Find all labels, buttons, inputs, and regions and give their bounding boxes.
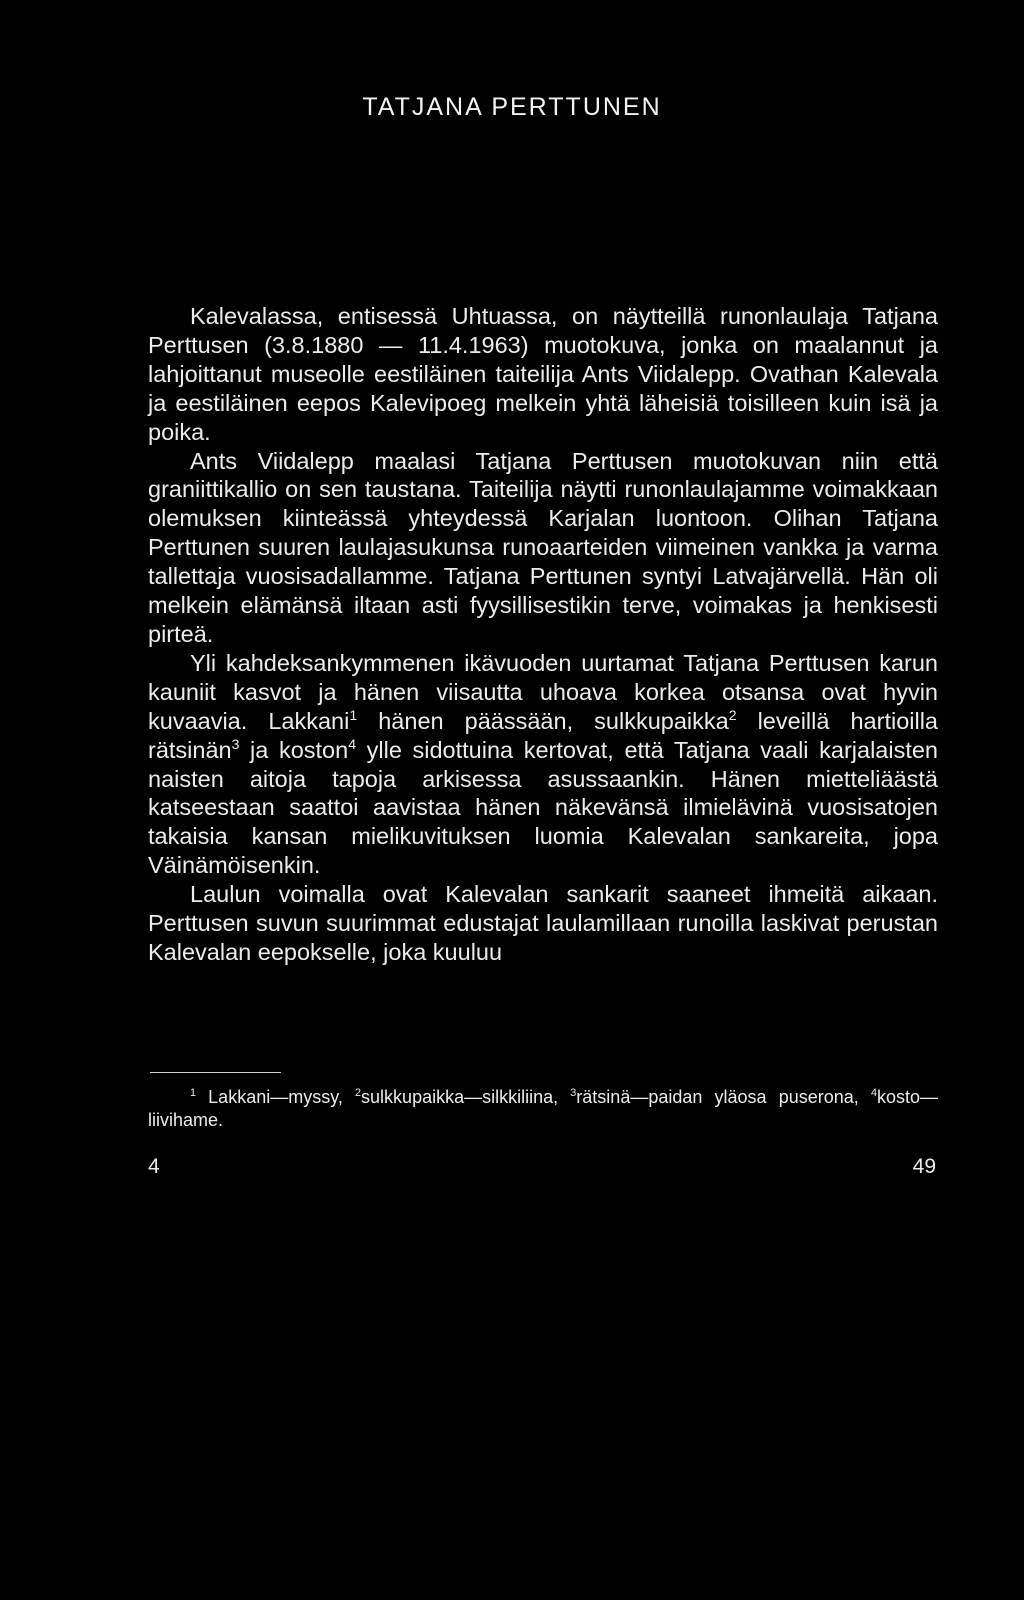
paragraph-2: Ants Viidalepp maalasi Tatjana Perttusen muotokuvan niin että graniittikallio on sen taustana. Taiteilija näytti runonlaulajamme voimakkaan olemuksen kiinteässä yhteydessä Karjalan luontoon. Olihan Tatjana Perttunen suuren laulajasukunsa runoaarteiden viimeinen vankka ja varma tallettaja vuosisadallamme. Tatjana Perttunen syntyi Latvajärvellä. Hän oli melkein elämänsä iltaan asti fyysillisestikin terve, voimakas ja henkisesti pirteä. bbox=[148, 447, 938, 647]
page-title: TATJANA PERTTUNEN bbox=[362, 93, 662, 121]
article-body bbox=[148, 302, 938, 967]
footnote-ref-2: 2 bbox=[728, 706, 737, 723]
footnotes bbox=[148, 1086, 938, 1132]
paragraph-4: Laulun voimalla ovat Kalevalan sankarit saaneet ihmeitä aikaan. Perttusen suvun suurimmat edustajat laulamillaan runoilla laskivat perustan Kalevalan eepokselle, joka kuuluu bbox=[148, 881, 938, 965]
footnote-ref-4: 4 bbox=[348, 735, 357, 752]
footnote-marker-4: 4 bbox=[870, 1087, 877, 1099]
footnote-text: sulkkupaikka—silkkiliina, bbox=[361, 1087, 571, 1107]
footnote-text: kosto—liivihame. bbox=[148, 1087, 938, 1130]
paragraph-3-text: ja koston bbox=[239, 736, 349, 763]
footnote-text: rätsinä—paidan yläosa puserona, bbox=[576, 1087, 871, 1107]
paragraph-3-text: Yli kahdeksankymmenen ikävuoden uurtamat Tatjana Perttusen karun kauniit kasvot ja hänen viisautta uhoava korkea otsansa ovat hyvin kuvaavia. Lakkani bbox=[148, 649, 938, 734]
footnote-text: Lakkani—myssy, bbox=[196, 1087, 356, 1107]
paragraph-3 bbox=[148, 649, 938, 880]
paragraph-3-text: ylle sidottuina kertovat, että Tatjana vaali karjalaisten naisten aitoja tapoja arkisessa asussaankin. Hänen mietteliäästä katseestaan saattoi aavistaa hänen näkevänsä ilmielävinä vuosisatojen takaisia kansan mielikuvituksen luomia Kalevalan sankareita, jopa Väinämöisenkin. bbox=[148, 736, 939, 879]
footnote-marker-3: 3 bbox=[570, 1087, 577, 1099]
footnote-divider bbox=[150, 1072, 281, 1073]
footnote-ref-3: 3 bbox=[231, 735, 240, 752]
paragraph-3-text: hänen päässään, sulkkupaikka bbox=[357, 707, 729, 734]
footnote-marker-2: 2 bbox=[355, 1087, 362, 1099]
footnote-ref-1: 1 bbox=[349, 706, 358, 723]
paragraph-1: Kalevalassa, entisessä Uhtuassa, on näytteillä runonlaulaja Tatjana Perttusen (3.8.1880 — 11.4.1963) muotokuva, jonka on maalannut ja lahjoittanut museolle eestiläinen taiteilija Ants Viidalepp. Ovathan Kalevala ja eestiläinen eepos Kalevipoeg melkein yhtä läheisiä toisilleen kuin isä ja poika. bbox=[148, 303, 938, 445]
signature-mark: 4 bbox=[148, 1155, 160, 1178]
footnote-marker-1: 1 bbox=[190, 1087, 197, 1099]
paragraph-3-text: leveillä hartioilla rätsinän bbox=[148, 707, 939, 763]
page-number: 49 bbox=[912, 1155, 936, 1178]
